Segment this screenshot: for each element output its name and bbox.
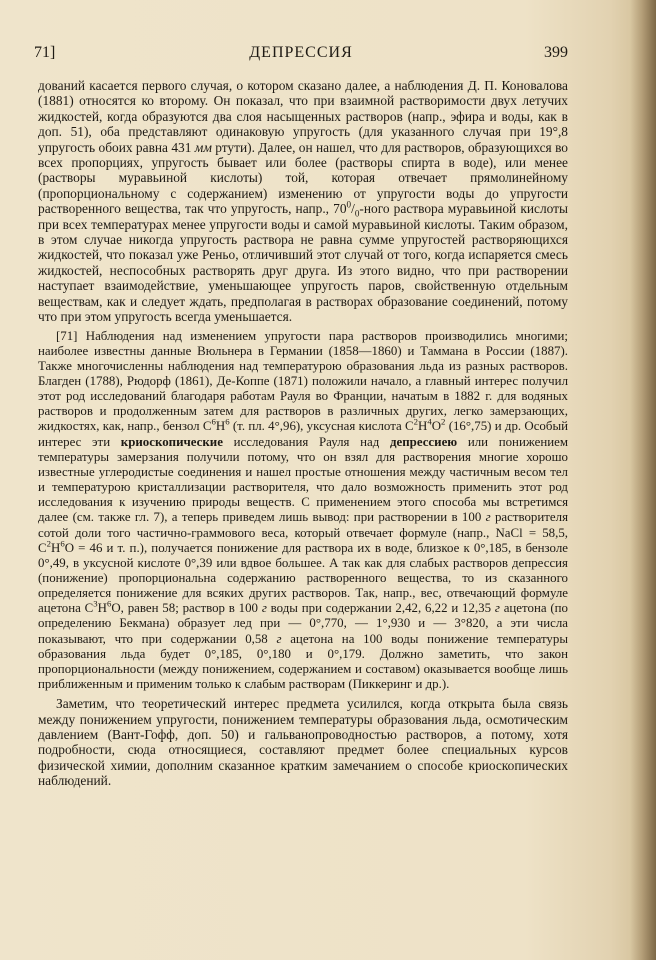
text-run: воды при содержании 2,42, 6,22 и 12,35	[266, 601, 495, 616]
text-sup: 4	[427, 417, 432, 428]
text-bold: криоскопические	[120, 434, 223, 449]
footnote-71	[38, 329, 568, 693]
text-sup: 2	[46, 538, 51, 549]
text-run: H	[215, 419, 226, 434]
text-italic: мм	[194, 139, 212, 155]
text-bold: депрессиею	[389, 434, 458, 449]
text-run: O	[431, 419, 442, 434]
text-sup: 0	[346, 199, 352, 210]
text-run: Заметим, что теоретический интерес предмета усилился, когда открыта была связь между понижением упругости, понижением температуры образования льда, осмотическим давлением (Вант-Гофф, доп. 50) и гальванопроводностью растворов, а потому, хотя подробности, сюда относящиеся, составляют предмет более специальных курсов физической химии, дополним сказанное кратким замечанием о способе криоскопических наблюдений.	[38, 696, 568, 789]
text-sup: 6	[225, 417, 230, 428]
text-sub: 0	[354, 208, 360, 219]
text-italic: г	[485, 510, 491, 525]
text-run: O, равен 58; раствор в 100	[111, 601, 262, 616]
text-run: /	[351, 201, 355, 217]
paragraph-continuation	[38, 78, 568, 325]
text-italic: г	[276, 631, 282, 646]
text-run: H	[97, 601, 107, 616]
text-run: ртути). Далее, он нашел, что для растворов, образующихся во всех пропорциях, упругость бывает или более (растворы спирта в воде), или менее (растворы муравьиной кислоты) той, которая отвечает прямолинейному (пропорциональному с содержанием) изменению от упругости воды до упругости растворенного вещества, так что упругость, напр., 70	[38, 139, 568, 217]
text-run: (т. пл. 4°,96), уксусная кислота C	[229, 419, 414, 434]
text-run: [71] Наблюдения над изменением упругости пара растворов производились многими; наиболее известны данные Вюльнера в Германии (1858—1860) и Таммана в России (1887). Также многочисленны наблюдения над температурою образования льда из разных растворов. Благден (1788), Рюдорф (1861), Де-Коппе (1871) положили начало, а главный интерес получил этот род исследований благодаря работам Рауля во Франции, начатым в 1882 г. для водяных растворов и продолженным затем для растворов в различных других, легко замерзающих, жидкостях, как, напр., бензол C	[38, 328, 568, 434]
text-run: дований касается первого случая, о котором сказано далее, а наблюдения Д. П. Коновалова (1881) относятся ко второму. Он показал, что при взаимной растворимости двух летучих жидкостей, когда образуются два слоя насыщенных растворов (напр., эфира и воды, как в доп. 51), оба представляют одинаковую упругость (для указанного случая при 19°,8 упругость обоих равна 431	[38, 78, 568, 155]
text-run: O = 46 и т. п.), получается понижение для раствора их в воде, близкое к 0°,185, в бензоле 0°,49, в уксусной кислоте 0°,39 или вдвое большее. А так как для слабых растворов депрессия (понижение) пропорциональна содержанию растворенного вещества, то из сказанного определяется понижение для всяких других растворов. Так, напр., вес, отвечающий формуле ацетона C	[38, 540, 568, 616]
text-run: растворителя сотой доли того частично-граммового веса, который отвечает формуле (напр., NaCl = 58,5, C	[38, 510, 568, 555]
page-number: 399	[544, 44, 568, 61]
footnote-range-marker: 71]	[34, 44, 56, 61]
text-italic: г	[494, 601, 500, 616]
paragraph-closing	[38, 696, 568, 788]
text-run: исследования Рауля над	[222, 434, 390, 449]
text-run: -ного раствора муравьиной кислоты при всех температурах менее упругости воды и самой муравьиной кислоты. Таким образом, в этом случае никогда упругость раствора не равна сумме упругостей растворяющихся жидкостей, что показал уже Реньо, отличивший этот случай от того, когда испаряется смесь жидкостей, неспособных растворять друг друга. Из этого видно, что при растворении наступает взаимодействие, уменьшающее упругость паров, свойственную отдельным веществам, как и следует ждать, предполагая в растворах образование соединений, потому что при этом упругость всегда уменьшается.	[38, 201, 568, 325]
body-text	[38, 78, 568, 789]
text-run: ацетона на 100 воды понижение температуры образования льда будет 0°,185, 0°,180 и 0°,179. Должно заметить, что закон пропорциональности (между понижением, содержанием и составом) оказывается вообще лишь приближенным и применим только к слабым растворам (Пиккеринг и др.).	[38, 631, 568, 692]
text-sup: 2	[413, 417, 418, 428]
text-sup: 3	[93, 599, 98, 610]
text-run: (16°,75) и др. Особый интерес эти	[38, 419, 568, 449]
text-sup: 6	[211, 417, 216, 428]
text-run: H	[51, 540, 61, 555]
book-spine-shadow	[630, 0, 656, 960]
text-run: H	[418, 419, 428, 434]
text-italic: г	[261, 601, 267, 616]
text-run: ацетона (по определению Бекмана) образует лед при — 0°,770, — 1°,930 и — 3°820, а эти числа показывают, что при содержании 0,58	[38, 601, 568, 646]
running-header	[34, 44, 568, 70]
running-title: ДЕПРЕССИЯ	[249, 44, 353, 61]
text-sup: 6	[106, 599, 112, 610]
text-sup: 6	[60, 538, 65, 549]
text-sup: 2	[441, 417, 446, 428]
text-run: или понижением температуры замерзания получили потому, что он взял для растворения многие хорошо известные углеродистые соединения и нашел простые отношения между частичным весом тел и температурою кристаллизации растворителя, что дало возможность применить этот род исследования к изучению природы веществ. С применением этого способа мы встретимся далее (см. также гл. 7), а теперь приведем лишь вывод: при растворении в 100	[38, 434, 568, 525]
